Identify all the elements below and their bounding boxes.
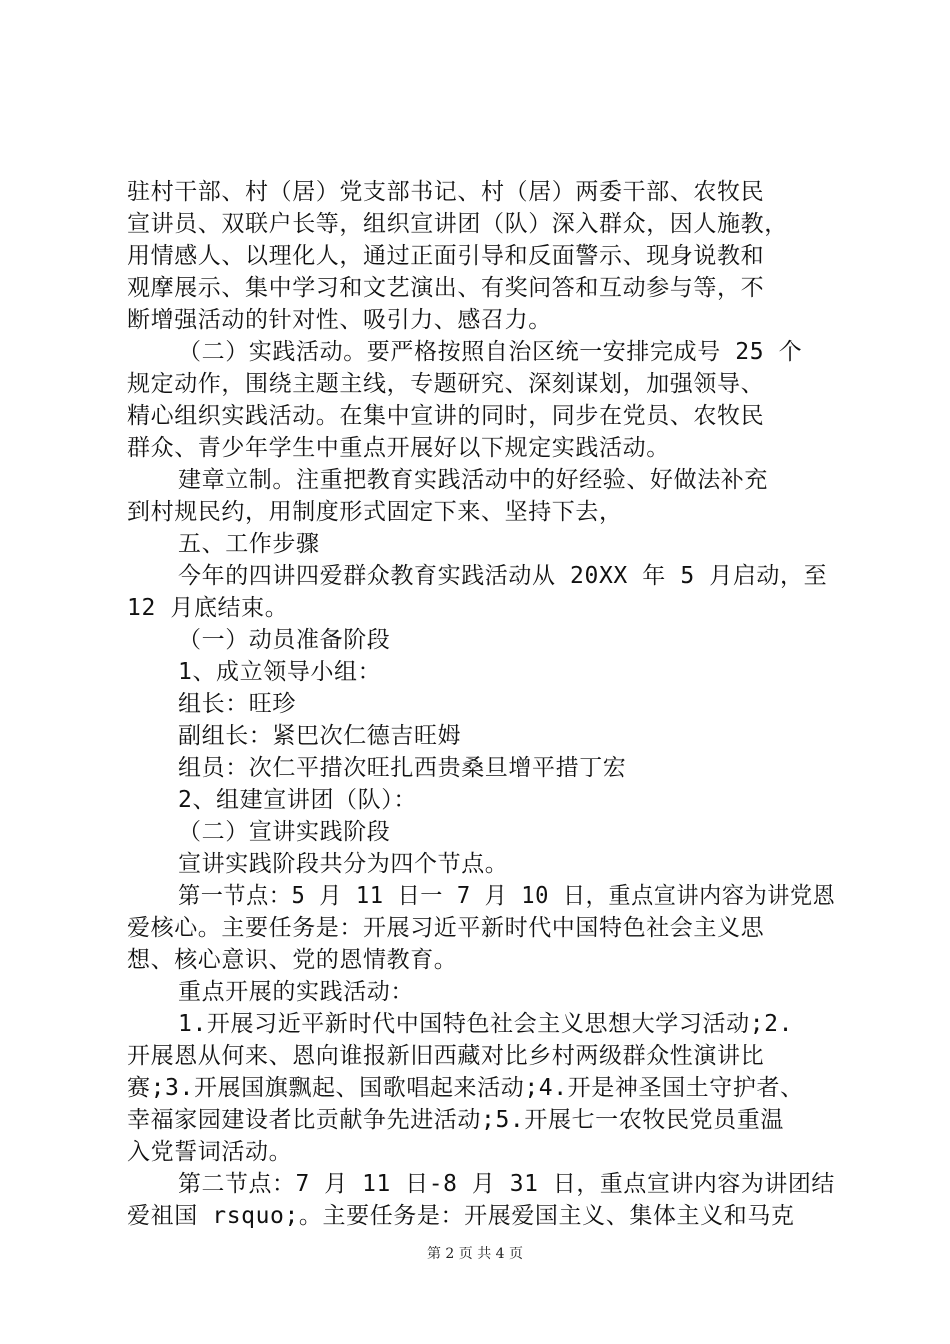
text-line: 驻村干部、村（居）党支部书记、村（居）两委干部、农牧民 bbox=[127, 179, 765, 205]
subsection-heading: （二）宣讲实践阶段 bbox=[178, 819, 391, 845]
text-line: 12 月底结束。 bbox=[127, 595, 289, 621]
text-line: 宣讲员、双联户长等，组织宣讲团（队）深入群众，因人施教， bbox=[127, 211, 788, 237]
text-line: 群众、青少年学生中重点开展好以下规定实践活动。 bbox=[127, 435, 670, 461]
text-line: 用情感人、以理化人，通过正面引导和反面警示、现身说教和 bbox=[127, 243, 765, 269]
text-line: 第一节点：5 月 11 日一 7 月 10 日，重点宣讲内容为讲党恩 bbox=[178, 883, 836, 909]
text-line: 到村规民约，用制度形式固定下来、坚持下去， bbox=[127, 499, 623, 525]
text-line: 第二节点：7 月 11 日-8 月 31 日，重点宣讲内容为讲团结 bbox=[178, 1171, 835, 1197]
subsection-heading: （一）动员准备阶段 bbox=[178, 627, 391, 653]
text-line: 入党誓词活动。 bbox=[127, 1139, 293, 1165]
text-line: 精心组织实践活动。在集中宣讲的同时，同步在党员、农牧民 bbox=[127, 403, 765, 429]
text-line: （二）实践活动。要严格按照自治区统一安排完成号 25 个 bbox=[178, 339, 803, 365]
text-line: 爱祖国 rsquo;。主要任务是：开展爱国主义、集体主义和马克 bbox=[127, 1203, 795, 1229]
text-line: 规定动作，围绕主题主线，专题研究、深刻谋划，加强领导、 bbox=[127, 371, 765, 397]
section-heading: 五、工作步骤 bbox=[178, 531, 320, 557]
text-line: 重点开展的实践活动： bbox=[178, 979, 414, 1005]
text-line: 2、组建宣讲团（队）： bbox=[178, 787, 417, 813]
text-line: 幸福家园建设者比贡献争先进活动;5.开展七一农牧民党员重温 bbox=[127, 1107, 784, 1133]
text-line: 今年的四讲四爱群众教育实践活动从 20XX 年 5 月启动，至 bbox=[178, 563, 828, 589]
page-number-footer: 第 2 页 共 4 页 bbox=[426, 1246, 524, 1262]
text-line: 爱核心。主要任务是：开展习近平新时代中国特色社会主义思 bbox=[127, 915, 765, 941]
text-line: 开展恩从何来、恩向谁报新旧西藏对比乡村两级群众性演讲比 bbox=[127, 1043, 765, 1069]
text-line: 副组长：紧巴次仁德吉旺姆 bbox=[178, 723, 462, 749]
text-line: 1.开展习近平新时代中国特色社会主义思想大学习活动;2. bbox=[178, 1011, 794, 1037]
text-line: 想、核心意识、党的恩情教育。 bbox=[127, 947, 458, 973]
text-line: 1、成立领导小组： bbox=[178, 659, 382, 685]
text-line: 断增强活动的针对性、吸引力、感召力。 bbox=[127, 307, 552, 333]
text-line: 观摩展示、集中学习和文艺演出、有奖问答和互动参与等，不 bbox=[127, 275, 765, 301]
text-line: 组员：次仁平措次旺扎西贵桑旦增平措丁宏 bbox=[178, 755, 627, 781]
text-line: 宣讲实践阶段共分为四个节点。 bbox=[178, 851, 509, 877]
text-line: 建章立制。注重把教育实践活动中的好经验、好做法补充 bbox=[178, 467, 768, 493]
text-line: 赛;3.开展国旗飘起、国歌唱起来活动;4.开是神圣国土守护者、 bbox=[127, 1075, 804, 1101]
text-line: 组长：旺珍 bbox=[178, 691, 296, 717]
